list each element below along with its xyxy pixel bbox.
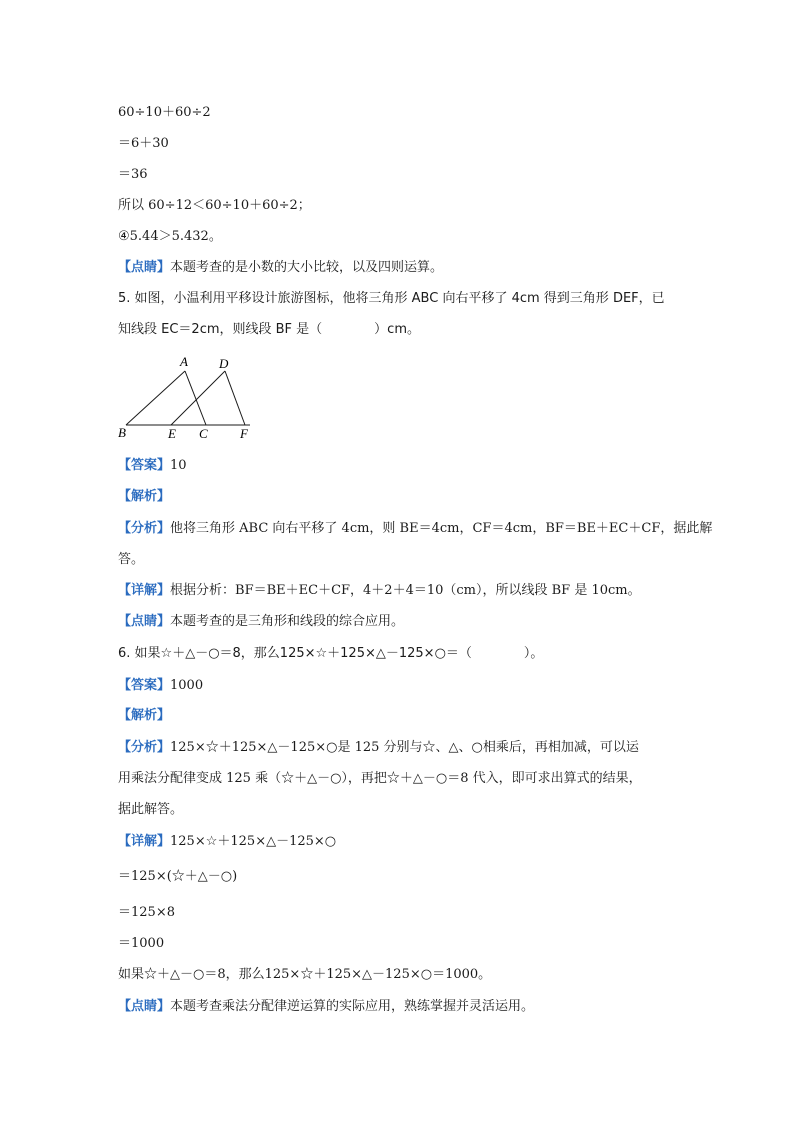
tag-label: 【点睛】 [118, 999, 171, 1014]
line-2 [118, 135, 169, 153]
comment-line [118, 613, 404, 631]
segment-ab [126, 371, 185, 425]
line-text: 1000 [170, 678, 204, 693]
calc-step-2 [118, 904, 175, 922]
analysis-line-2 [118, 551, 144, 569]
line-text: ＝125×(☆＋△－○) [118, 869, 238, 884]
question-6-line [118, 645, 543, 663]
line-text: 125×☆＋125×△－125×○ [170, 834, 337, 849]
segment-ed [171, 371, 225, 425]
comment-line [118, 998, 534, 1016]
point-label-b: B [118, 425, 126, 440]
line-text: 他将三角形 ABC 向右平移了 4cm，则 BE＝4cm，CF＝4cm，BF＝BE＋EC＋CF，据此解 [170, 521, 713, 536]
tag-label: 【点睛】 [118, 260, 171, 275]
line-5 [118, 228, 222, 246]
line-text: 如果☆＋△－○＝8，那么125×☆＋125×△－125×○＝1000。 [118, 967, 492, 982]
point-label-e: E [168, 426, 176, 441]
tag-label: 【点睛】 [118, 614, 171, 629]
answer-line [118, 677, 203, 695]
line-text: 本题考查乘法分配律逆运算的实际应用，熟练掌握并灵活运用。 [170, 999, 535, 1014]
line-text: 本题考查的是三角形和线段的综合应用。 [170, 614, 405, 629]
analysis-line-2 [118, 770, 642, 788]
analysis-line-1 [118, 739, 639, 757]
line-text: 6. 如果☆＋△－○＝8，那么125×☆＋125×△－125×○＝（ ）。 [118, 646, 544, 661]
line-text: 60÷10＋60÷2 [118, 105, 211, 120]
question-5-line-1 [118, 290, 665, 308]
line-text: 所以 60÷12＜60÷10＋60÷2； [118, 198, 311, 213]
line-text: 5. 如图，小温利用平移设计旅游图标，他将三角形 ABC 向右平移了 4cm 得到三角形 DEF，已 [118, 291, 665, 306]
tag-label: 【详解】 [118, 583, 171, 598]
line-text: ＝6＋30 [118, 136, 169, 151]
translation-triangle-figure [114, 352, 264, 444]
calc-step-1 [118, 868, 237, 886]
segment-df [225, 371, 245, 425]
line-4 [118, 197, 311, 215]
line-text: ＝125×8 [118, 905, 175, 920]
line-text: 10 [170, 458, 187, 473]
analysis-heading [118, 488, 170, 506]
analysis-line-1 [118, 520, 712, 538]
line-text: 用乘法分配律变成 125 乘（☆＋△－○），再把☆＋△－○＝8 代入，即可求出算式的结果， [118, 771, 642, 786]
conclusion-line [118, 966, 491, 984]
point-label-c: C [199, 426, 208, 441]
tag-label: 【详解】 [118, 834, 171, 849]
line-text: 根据分析：BF＝BE＋EC＋CF，4＋2＋4＝10（cm），所以线段 BF 是 10cm。 [170, 583, 641, 598]
point-label-d: D [219, 356, 229, 371]
point-label-f: F [240, 426, 248, 441]
line-text: 知线段 EC＝2cm，则线段 BF 是（ ）cm。 [118, 322, 420, 337]
line-text: ＝1000 [118, 936, 165, 951]
tag-label: 【答案】 [118, 678, 171, 693]
line-text: ④5.44＞5.432。 [118, 229, 222, 244]
analysis-line-3 [118, 801, 183, 819]
segment-ac [185, 371, 206, 425]
line-text: 本题考查的是小数的大小比较，以及四则运算。 [170, 260, 444, 275]
line-3 [118, 166, 148, 184]
tag-label: 【分析】 [118, 740, 171, 755]
line-1 [118, 104, 211, 122]
calc-step-3 [118, 935, 164, 953]
tag-label: 【解析】 [118, 708, 171, 723]
question-5-line-2 [118, 321, 420, 339]
tag-label: 【答案】 [118, 458, 171, 473]
analysis-heading [118, 707, 170, 725]
line-text: 125×☆＋125×△－125×○是 125 分别与☆、△、○相乘后，再相加减，可以运 [170, 740, 639, 755]
detail-line [118, 833, 336, 851]
line-6 [118, 259, 443, 277]
line-text: ＝36 [118, 167, 148, 182]
line-text: 据此解答。 [118, 802, 184, 817]
detail-line [118, 582, 641, 600]
tag-label: 【解析】 [118, 489, 171, 504]
tag-label: 【分析】 [118, 521, 171, 536]
line-text: 答。 [118, 552, 145, 567]
point-label-a: A [180, 354, 188, 369]
answer-line [118, 457, 187, 475]
